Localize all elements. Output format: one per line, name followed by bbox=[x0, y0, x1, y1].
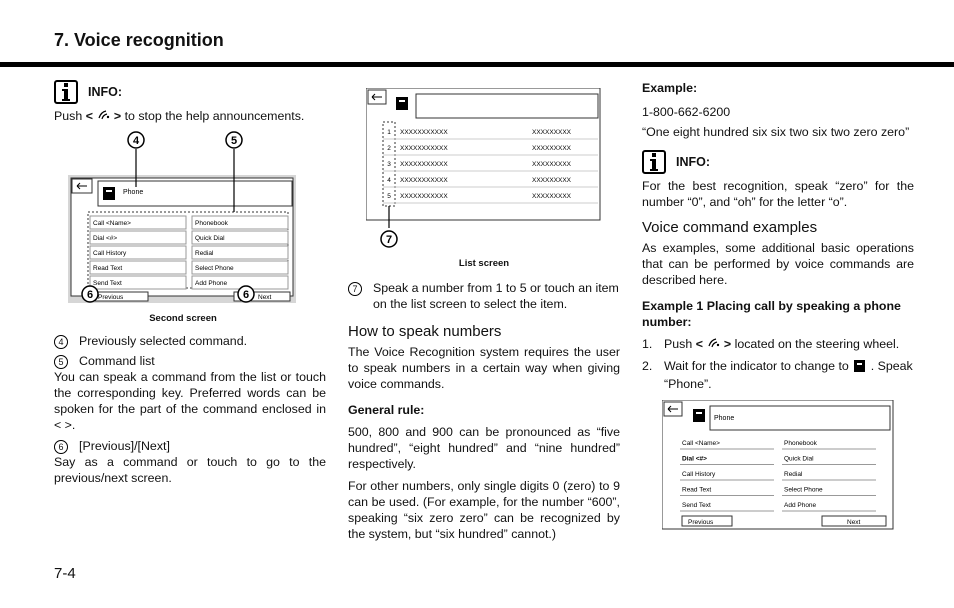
second-screen-title: Phone bbox=[123, 189, 144, 196]
list-row-name[interactable]: XXXXXXXXXXX bbox=[400, 145, 448, 152]
info-label: INFO: bbox=[676, 155, 711, 169]
info-block-2 bbox=[642, 150, 914, 174]
voice-indicator-icon bbox=[854, 360, 865, 376]
step-1: 1. Push < > located on the steering wheel. bbox=[642, 337, 900, 351]
list-row-number[interactable]: 4 bbox=[387, 177, 391, 184]
command-label[interactable]: Redial bbox=[784, 471, 803, 478]
push-instruction: Push < > to stop the help announcements. bbox=[54, 109, 305, 123]
column-3 bbox=[642, 80, 914, 534]
second-screen-figure bbox=[68, 131, 326, 327]
command-label[interactable]: Quick Dial bbox=[784, 455, 814, 463]
command-label: Phonebook bbox=[195, 220, 228, 227]
header-rule bbox=[0, 62, 954, 67]
previous-button: Previous bbox=[98, 294, 124, 301]
callout-5: 5 bbox=[230, 135, 238, 147]
phone-screen-title: Phone bbox=[714, 415, 735, 422]
command-label: Add Phone bbox=[195, 280, 228, 287]
command-label: Redial bbox=[195, 250, 214, 257]
page-number: 7-4 bbox=[54, 565, 76, 582]
command-label[interactable]: Dial <#> bbox=[682, 455, 707, 463]
list-row-number[interactable]: 2 bbox=[387, 145, 391, 152]
legend-item-6-detail: Say as a command or touch to go to the previous/next screen. bbox=[54, 455, 326, 485]
list-screen-figure bbox=[366, 88, 620, 272]
list-row-value[interactable]: XXXXXXXXX bbox=[532, 161, 572, 168]
list-screen-caption: List screen bbox=[458, 258, 510, 269]
command-label[interactable]: Phonebook bbox=[784, 440, 817, 447]
legend-item-4: 4 Previously selected command. bbox=[54, 333, 326, 349]
callout-7: 7 bbox=[385, 234, 393, 246]
section-how-to-speak-numbers: How to speak numbers bbox=[348, 323, 502, 340]
page-title: 7. Voice recognition bbox=[54, 30, 224, 50]
section-voice-command-examples: Voice command examples bbox=[642, 219, 818, 236]
second-screen-caption: Second screen bbox=[149, 313, 217, 324]
info-block bbox=[54, 80, 326, 104]
command-label: Call History bbox=[93, 250, 127, 257]
callout-6-right: 6 bbox=[242, 289, 250, 301]
general-rule-heading: General rule: bbox=[348, 403, 425, 417]
step-2: 2. Wait for the indicator to change to . Speak “Phone”. bbox=[642, 359, 913, 391]
command-label: Quick Dial bbox=[195, 235, 225, 242]
talk-switch-icon bbox=[96, 109, 110, 125]
phone-screen-figure bbox=[662, 400, 914, 534]
callout-6-left: 6 bbox=[86, 289, 94, 301]
column-2 bbox=[348, 88, 620, 542]
example-heading: Example: bbox=[642, 81, 698, 95]
general-rule-p1: 500, 800 and 900 can be pronounced as “five hundred”, “eight hundred” and “nine hundred” respectively. bbox=[348, 425, 620, 471]
command-label: Call <Name> bbox=[93, 220, 131, 227]
info-icon bbox=[54, 80, 78, 104]
legend-item-7: 7 Speak a number from 1 to 5 or touch an item on the list screen to select the item. bbox=[348, 280, 620, 312]
list-row-value[interactable]: XXXXXXXXX bbox=[532, 129, 572, 136]
command-label[interactable]: Read Text bbox=[682, 486, 712, 494]
list-row-name[interactable]: XXXXXXXXXXX bbox=[400, 177, 448, 184]
command-label[interactable]: Call History bbox=[682, 471, 716, 478]
list-row-number[interactable]: 5 bbox=[387, 193, 391, 200]
command-label: Send Text bbox=[93, 280, 122, 287]
callout-4: 4 bbox=[132, 135, 140, 147]
example-number: 1-800-662-6200 bbox=[642, 105, 731, 119]
talk-switch-icon bbox=[706, 337, 720, 353]
list-row-value[interactable]: XXXXXXXXX bbox=[532, 177, 572, 184]
list-row-name[interactable]: XXXXXXXXXXX bbox=[400, 161, 448, 168]
list-row-value[interactable]: XXXXXXXXX bbox=[532, 193, 572, 200]
next-button: Next bbox=[258, 294, 272, 301]
legend-item-6: 6 [Previous]/[Next] bbox=[54, 438, 326, 454]
voice-examples-text: As examples, some additional basic operations that can be performed by voice commands are described here. bbox=[642, 241, 914, 287]
command-label[interactable]: Send Text bbox=[682, 502, 711, 509]
command-label[interactable]: Call <Name> bbox=[682, 440, 720, 447]
command-label: Read Text bbox=[93, 265, 123, 272]
command-label[interactable]: Add Phone bbox=[784, 502, 817, 509]
command-label: Select Phone bbox=[195, 265, 234, 272]
info-icon bbox=[642, 150, 666, 174]
list-row-number[interactable]: 1 bbox=[387, 129, 391, 136]
command-label: Dial <#> bbox=[93, 235, 118, 242]
list-row-name[interactable]: XXXXXXXXXXX bbox=[400, 129, 448, 136]
general-rule-p2: For other numbers, only single digits 0 (zero) to 9 can be used. (For example, for the number “600”, speaking “six zero zero” can be recognized by the system, but “six hundred” cannot.) bbox=[348, 479, 620, 541]
list-row-value[interactable]: XXXXXXXXX bbox=[532, 145, 572, 152]
previous-button: Previous bbox=[688, 519, 714, 526]
example-spoken: “One eight hundred six six two six two zero zero” bbox=[642, 125, 910, 139]
list-row-name[interactable]: XXXXXXXXXXX bbox=[400, 193, 448, 200]
column-1 bbox=[54, 80, 326, 486]
info-label: INFO: bbox=[88, 85, 123, 99]
example-1-heading: Example 1 Placing call by speaking a phone number: bbox=[642, 299, 901, 329]
list-row-number[interactable]: 3 bbox=[387, 161, 391, 168]
numbers-intro: The Voice Recognition system requires the user to speak numbers in a certain way when giving voice commands. bbox=[348, 345, 620, 391]
command-label[interactable]: Select Phone bbox=[784, 486, 823, 494]
next-button: Next bbox=[847, 519, 861, 526]
info-text: For the best recognition, speak “zero” for the number “0”, and “oh” for the letter “o”. bbox=[642, 179, 914, 209]
legend-item-5: 5 Command list bbox=[54, 353, 326, 369]
legend-item-5-detail: You can speak a command from the list or touch the corresponding key. Preferred words can be spoken for the part of the command enclosed in < >. bbox=[54, 370, 326, 432]
